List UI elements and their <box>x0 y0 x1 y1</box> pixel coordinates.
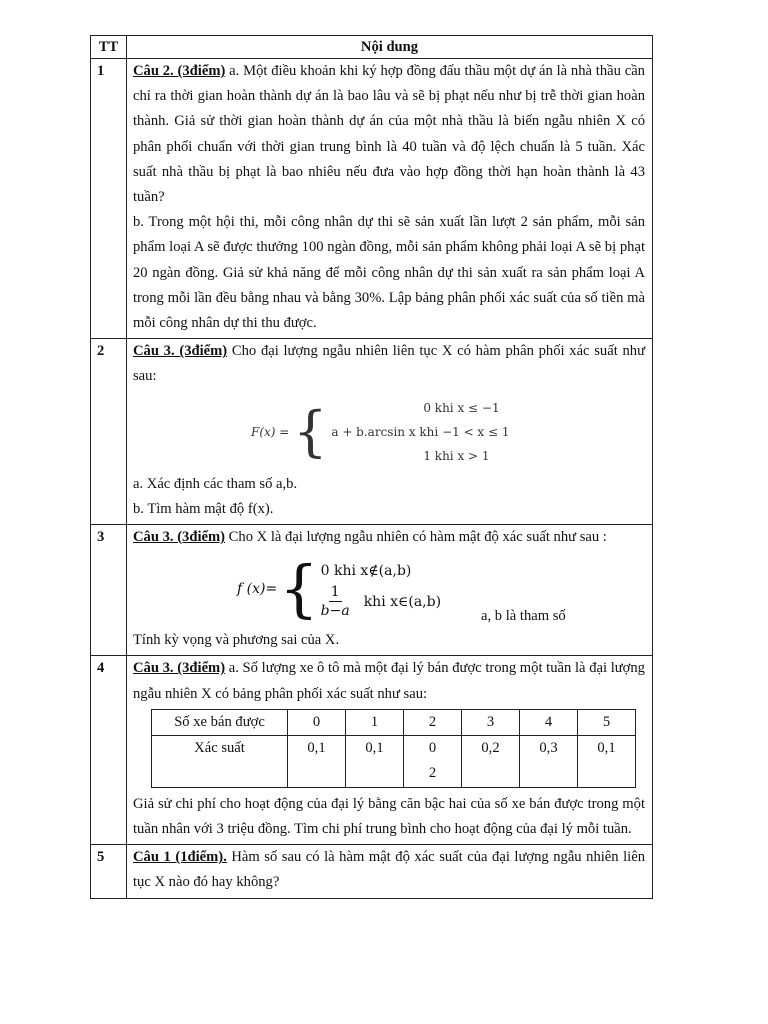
formula-case-1: 0 khi x ≤ −1 <box>423 400 500 415</box>
question-heading: Câu 1 (1điểm). <box>133 849 227 866</box>
pdf-formula-block <box>133 554 645 628</box>
table-row <box>91 525 653 656</box>
formula-brace: { <box>279 552 319 626</box>
question-heading: Câu 3. (3điểm) <box>133 343 228 360</box>
distribution-cell: 0,3 <box>520 735 578 787</box>
formula-cases <box>331 396 509 468</box>
parameter-note: a, b là tham số <box>481 608 566 625</box>
distribution-cell: 0 2 <box>404 735 462 787</box>
distribution-label: Xác suất <box>152 735 288 787</box>
question-heading: Câu 2. (3điểm) <box>133 63 226 79</box>
distribution-cell: 0,1 <box>288 735 346 787</box>
question-cell <box>127 339 653 525</box>
question-part-b: b. Trong một hội thi, mỗi công nhân dự thi sẽ sản xuất lần lượt 2 sản phẩm, mỗi sản phẩm loại A sẽ được thưởng 100 ngàn đồng, mỗi sản phẩm không phải loại A sẽ bị phạt 20 ngàn đồng. Giả sử khả năng để mỗi công nhân dự thi sản xuất ra sản phẩm loại A trong mỗi lần đều bằng nhau và bằng 30%. Lập bảng phân phối xác suất của số tiền mà mỗi công nhân dự thi thu được. <box>133 214 645 332</box>
fraction <box>321 584 350 620</box>
distribution-label: Số xe bán được <box>152 709 288 735</box>
question-intro: Cho đại lượng ngẫu nhiên liên tục X có hàm phân phối xác suất như sau: <box>133 343 645 385</box>
formula-brace: { <box>293 399 328 463</box>
table-row <box>91 845 653 898</box>
formula-case-1: 0 khi x∉(a,b) <box>320 563 412 580</box>
distribution-table <box>151 709 636 788</box>
formula-case-3: 1 khi x > 1 <box>423 448 490 463</box>
question-cell <box>127 525 653 656</box>
table-row <box>91 656 653 845</box>
question-intro: Cho X là đại lượng ngẫu nhiên có hàm mật độ xác suất như sau : <box>225 529 607 546</box>
question-heading: Câu 3. (3điểm) <box>133 529 226 546</box>
fraction-denominator: b−a <box>320 603 350 620</box>
question-cell <box>127 59 653 339</box>
question-outro: Giả sử chi phí cho hoạt động của đại lý bằng căn bậc hai của số xe bán được trong một tuần nhân với 3 triệu đồng. Tìm chi phí trung bình cho hoạt động của đại lý mỗi tuần. <box>133 795 645 838</box>
distribution-cell: 1 <box>346 709 404 735</box>
question-part-b: b. Tìm hàm mật độ f(x). <box>133 500 274 517</box>
question-cell <box>127 656 653 845</box>
question-paragraph <box>133 339 645 389</box>
distribution-row-probability <box>152 735 636 787</box>
distribution-cell: 2 <box>404 709 462 735</box>
distribution-cell: 0 <box>288 709 346 735</box>
distribution-row-count <box>152 709 636 735</box>
row-number: 1 <box>91 59 127 339</box>
question-heading: Câu 3. (3điểm) <box>133 660 226 677</box>
question-paragraph <box>133 59 645 210</box>
distribution-cell: 0,1 <box>578 735 636 787</box>
distribution-cell: 4 <box>520 709 578 735</box>
distribution-cell: 5 <box>578 709 636 735</box>
header-row <box>91 36 653 59</box>
cdf-formula <box>251 396 645 468</box>
row-number: 2 <box>91 339 127 525</box>
question-text: Hàm số sau có là hàm mật độ xác suất của đại lượng ngẫu nhiên liên tục X nào đó hay không? <box>133 849 645 891</box>
question-part-a: a. Xác định các tham số a,b. <box>133 475 298 492</box>
formula-lhs: F(x) = <box>251 424 290 439</box>
table-row <box>91 59 653 339</box>
question-part-a: a. Một điều khoản khi ký hợp đồng đấu thầu một dự án là nhà thầu cần chỉ ra thời gian hoàn thành dự án là bao lâu và sẽ bị phạt nếu như bị trễ thời gian hoàn thành. Giả sử thời gian hoàn thành dự án của một nhà thầu là biến ngẫu nhiên X có phân phối chuẩn với thời gian trung bình là 40 tuần và độ lệch chuẩn là 5 tuần. Xác suất nhà thầu bị phạt là bao nhiêu nếu đưa vào hợp đồng thời hạn hoàn thành là 43 tuần? <box>133 63 645 206</box>
formula-case-2: a + b.arcsin x khi −1 < x ≤ 1 <box>331 424 510 439</box>
fraction-numerator: 1 <box>330 584 340 601</box>
distribution-cell: 0,2 <box>462 735 520 787</box>
distribution-cell: 3 <box>462 709 520 735</box>
formula-case-2 <box>321 584 441 620</box>
row-number: 3 <box>91 525 127 656</box>
formula-cases <box>321 558 441 620</box>
question-paragraph <box>133 656 645 706</box>
row-number: 5 <box>91 845 127 898</box>
distribution-cell: 0,1 <box>346 735 404 787</box>
table-row <box>91 339 653 525</box>
question-task: Tính kỳ vọng và phương sai của X. <box>133 632 340 649</box>
header-content: Nội dung <box>127 36 653 59</box>
pdf-formula <box>237 552 442 626</box>
question-paragraph <box>133 845 645 895</box>
header-tt: TT <box>91 36 127 59</box>
row-number: 4 <box>91 656 127 845</box>
formula-lhs: f (x)= <box>237 580 278 597</box>
formula-case-2-condition: khi x∈(a,b) <box>363 593 442 610</box>
question-intro: a. Số lượng xe ô tô mà một đại lý bán được trong một tuần là đại lượng ngẫu nhiên X có bảng phân phối xác suất như sau: <box>133 660 645 702</box>
question-cell <box>127 845 653 898</box>
question-paragraph <box>133 525 645 550</box>
exam-table <box>90 35 653 899</box>
